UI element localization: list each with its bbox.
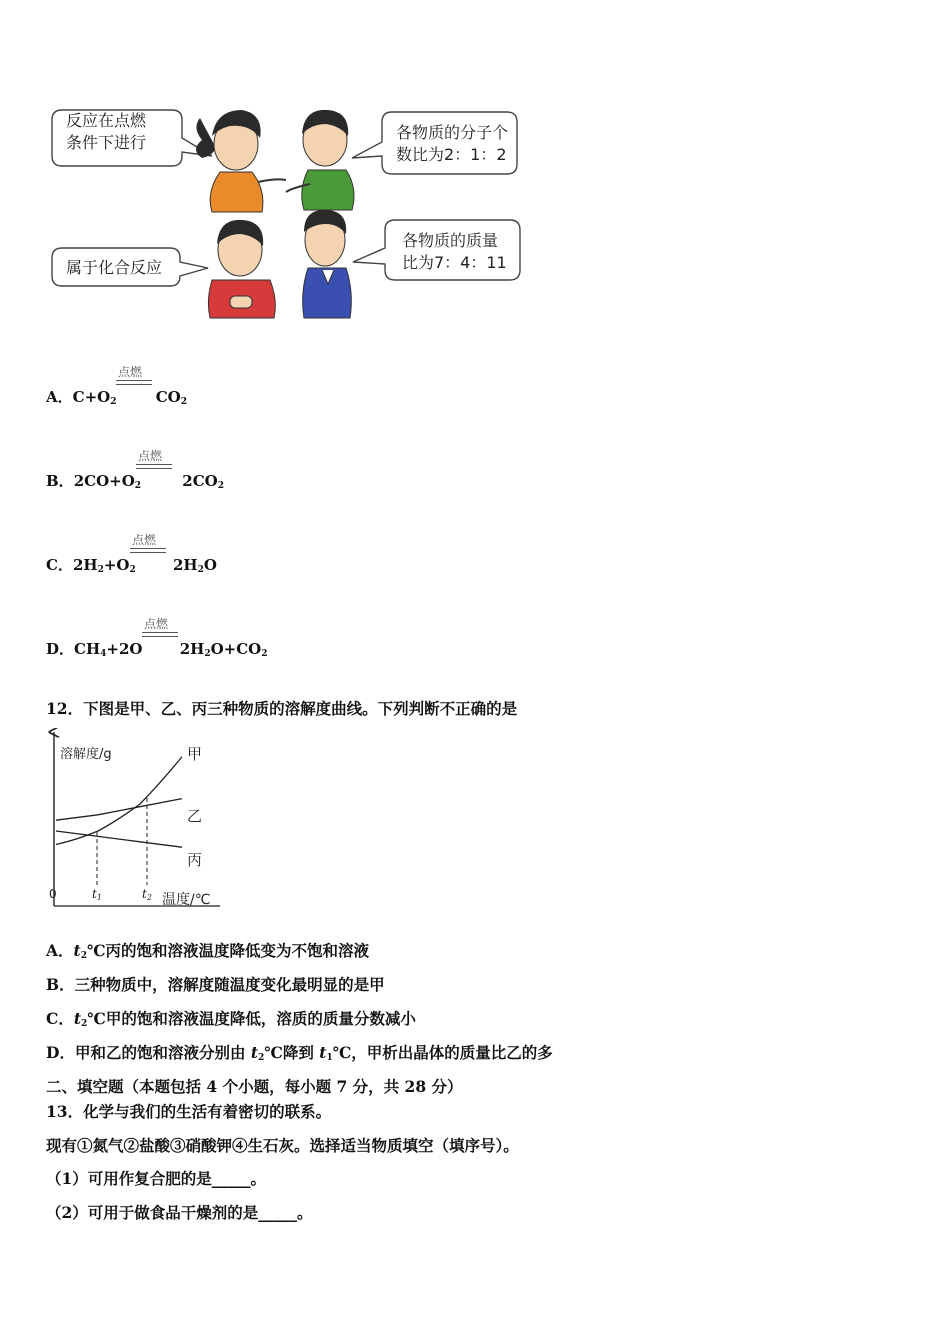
bubble-text-bottom-left: 属于化合反应 [66, 258, 163, 277]
curve-jia [56, 757, 182, 845]
equals-bar-c2 [130, 552, 166, 553]
equals-bar-d [142, 632, 178, 633]
q12-option-a: A．$t_2℃$丙的饱和溶液温度降低变为不饱和溶液 [46, 941, 370, 961]
y-axis-label: 溶解度/g [60, 747, 112, 762]
q13-intro: 现有①氮气②盐酸③硝酸钾④生石灰。选择适当物质填空（填序号）。 [46, 1136, 519, 1155]
equals-bar-b [136, 464, 172, 465]
equals-bar-a [116, 380, 152, 381]
equals-bar-c [130, 548, 166, 549]
q12-option-c: C．$t_2℃$甲的饱和溶液温度降低，溶质的质量分数减小 [46, 1009, 416, 1029]
q13-stem: 13．化学与我们的生活有着密切的联系。 [46, 1102, 332, 1121]
equals-bar-a2 [116, 384, 152, 385]
condition-label-a: 点燃 [118, 365, 143, 379]
man-blue-figure [303, 210, 352, 318]
girl-figure [196, 110, 286, 212]
x-tick-t2: t2 [142, 887, 152, 902]
boy-red-figure [208, 220, 275, 318]
curve-yi [56, 799, 182, 821]
boy-green-figure [286, 110, 354, 210]
option-b: B．$2CO+O_2$ $2CO_2$ [46, 472, 224, 491]
q12-option-d: D．甲和乙的饱和溶液分别由 $t_2℃$降到 $t_1℃$，甲析出晶体的质量比乙的多 [46, 1043, 553, 1063]
solubility-chart [44, 728, 234, 913]
equals-bar-b2 [136, 468, 172, 469]
q13-sub1: （1）可用作复合肥的是_____。 [46, 1169, 267, 1188]
origin-label: 0 [49, 887, 57, 901]
legend-jia: 甲 [187, 745, 203, 763]
q12-stem: 12．下图是甲、乙、丙三种物质的溶解度曲线。下列判断不正确的是 [46, 699, 518, 718]
x-axis-label: 温度/℃ [162, 892, 211, 908]
condition-label-b: 点燃 [138, 449, 163, 463]
equals-bar-d2 [142, 636, 178, 637]
x-tick-t1: t1 [92, 887, 102, 902]
legend-bing: 丙 [187, 851, 203, 869]
q12-option-b: B．三种物质中，溶解度随温度变化最明显的是甲 [46, 975, 385, 994]
section2-heading: 二、填空题（本题包括 4 个小题，每小题 7 分，共 28 分） [46, 1077, 463, 1096]
condition-label-c: 点燃 [132, 533, 157, 547]
condition-label-d: 点燃 [144, 617, 169, 631]
option-d: D．$CH_4+2O$ $2H_2O+CO_2$ [46, 640, 268, 659]
q13-sub2: （2）可用于做食品干燥剂的是_____。 [46, 1203, 313, 1222]
option-c: C．$2H_2+O_2$ $2H_2O$ [46, 556, 217, 575]
bubble-text-top-left: 反应在点燃 条件下进行 [66, 111, 147, 152]
bubble-text-bottom-right: 各物质的质量 比为7：4：11 [402, 231, 507, 272]
bubble-text-top-right: 各物质的分子个 数比为2：1：2 [396, 123, 509, 164]
legend-yi: 乙 [187, 807, 203, 825]
option-a: A．$C+O_2$ $CO_2$ [46, 388, 187, 407]
